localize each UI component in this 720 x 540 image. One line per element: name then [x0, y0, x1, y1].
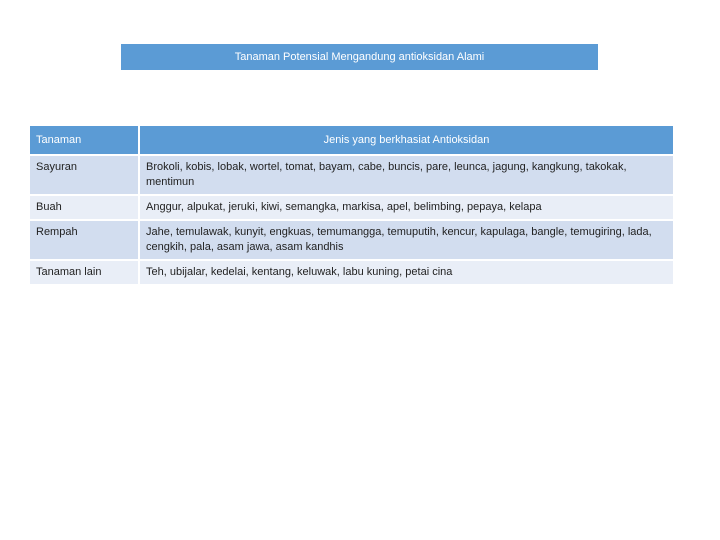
table-cell-types: Brokoli, kobis, lobak, wortel, tomat, bayam, cabe, buncis, pare, leunca, jagung, kangkung, takokak, mentimun: [139, 155, 674, 195]
table-cell-types: Teh, ubijalar, kedelai, kentang, keluwak, labu kuning, petai cina: [139, 260, 674, 285]
table-row: [29, 155, 674, 195]
table-cell-category: Tanaman lain: [29, 260, 139, 285]
table-cell-types: Jahe, temulawak, kunyit, engkuas, temumangga, temuputih, kencur, kapulaga, bangle, temugiring, lada, cengkih, pala, asam jawa, asam kandhis: [139, 220, 674, 260]
table-row: [29, 220, 674, 260]
table-cell-types: Anggur, alpukat, jeruki, kiwi, semangka, markisa, apel, belimbing, pepaya, kelapa: [139, 195, 674, 220]
column-header-tanaman: Tanaman: [29, 125, 139, 155]
table-row: [29, 195, 674, 220]
table-cell-category: Sayuran: [29, 155, 139, 195]
table-cell-category: Buah: [29, 195, 139, 220]
page-title: Tanaman Potensial Mengandung antioksidan Alami: [121, 44, 598, 70]
table-cell-category: Rempah: [29, 220, 139, 260]
table-row: [29, 260, 674, 285]
column-header-jenis: Jenis yang berkhasiat Antioksidan: [139, 125, 674, 155]
table-header-row: [29, 125, 674, 155]
antioxidant-table: [28, 124, 675, 286]
